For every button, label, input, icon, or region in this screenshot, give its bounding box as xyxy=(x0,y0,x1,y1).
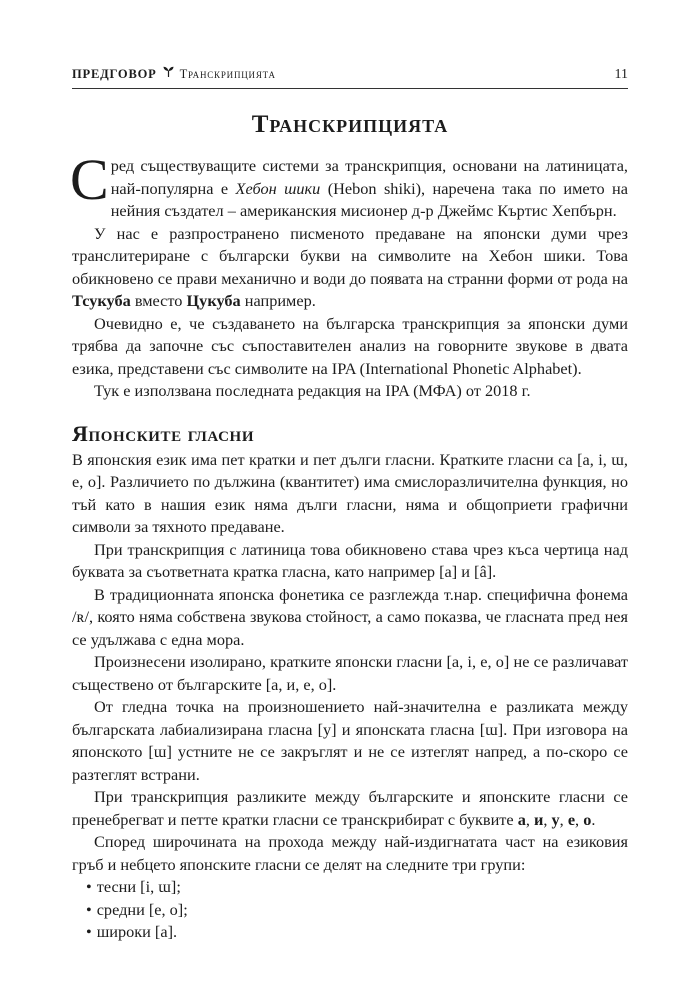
chapter-title: Транскрипцията xyxy=(251,111,449,138)
section-heading-vowels: Японските гласни xyxy=(72,420,255,446)
paragraph-ipa-edition: Тук е използвана последната редакция на IPA (МФА) от 2018 г. xyxy=(94,381,531,400)
paragraph-vowels-count: В японския език има пет кратки и пет дълги гласни. Кратките гласни са [a, i, ɯ, e, o]. Различието по дължина (квантитет) има смислоразличителна функция, но тъй като в нашия език няма дълги гласни, няма и общоприети графични символи за тяхното предаване. xyxy=(72,449,628,536)
leaf-ornament-icon xyxy=(163,66,174,81)
list-item: • тесни [i, ɯ]; xyxy=(86,876,628,899)
paragraph-labialized: От гледна точка на произношението най-значителна е разликата между българската лабиализирана гласна [у] и японската гласна [ɯ]. При изговора на японското [ɯ] устните не се закръглят и не се изтеглят напред, а по-скоро се разтеглят встрани. xyxy=(72,697,628,784)
header-part-title: ПРЕДГОВОР xyxy=(72,67,157,81)
list-item: • широки [a]. xyxy=(86,921,628,944)
paragraph-latin-transcription: При транскрипция с латиница това обикновено става чрез къса чертица над буквата за съответната кратка гласна, като например [a] и [â]. xyxy=(72,539,628,581)
vowel-groups-list xyxy=(72,876,628,944)
list-item: • средни [e, o]; xyxy=(86,899,628,922)
paragraph-transcription-letters: При транскрипция разликите между българските и японските гласни се пренебрегват и петте кратки гласни се транскрибират с буквите а, и, у, е, о. xyxy=(72,787,628,829)
paragraph-transliteration: У нас е разпространено писменото предаване на японски думи чрез транслитериране с български букви на символите на Хебон шики. Това обикновено се прави механично и води до появата на странни форми от рода на Тсукуба вместо Цукуба например. xyxy=(72,223,628,310)
book-page xyxy=(72,66,628,944)
page-number: 11 xyxy=(614,67,628,82)
header-left xyxy=(72,66,276,82)
paragraph-phoneme: В традиционната японска фонетика се разглежда т.нар. специфична фонема /ʀ/, която няма собствена звукова стойност, а само показва, че гласната пред нея се удължава с една мора. xyxy=(72,584,628,649)
paragraph-ipa: Очевидно е, че създаването на българска транскрипция за японски думи трябва да започне със съпоставителен анализ на говорните звукове в двата езика, представени със символите на IPA (International Phonetic Alphabet). xyxy=(72,313,628,378)
header-chapter-title: Транскрипцията xyxy=(179,67,276,81)
running-header xyxy=(72,66,628,89)
paragraph-intro: Сред съществуващите системи за транскрипция, основани на латиницата, най-популярна е Хебон шики (Hebon shiki), наречена така по името на нейния създател – американския мисионер д-р Джеймс Къртис Хепбърн. xyxy=(70,147,628,220)
paragraph-vowel-groups: Според широчината на прохода между най-издигнатата част на езиковия гръб и небцето японските гласни се делят на следните три групи: xyxy=(72,832,628,874)
drop-cap: С xyxy=(70,147,109,212)
paragraph-isolated-vowels: Произнесени изолирано, кратките японски гласни [a, i, e, o] не се различават съществено от българските [a, и, e, o]. xyxy=(72,652,628,694)
